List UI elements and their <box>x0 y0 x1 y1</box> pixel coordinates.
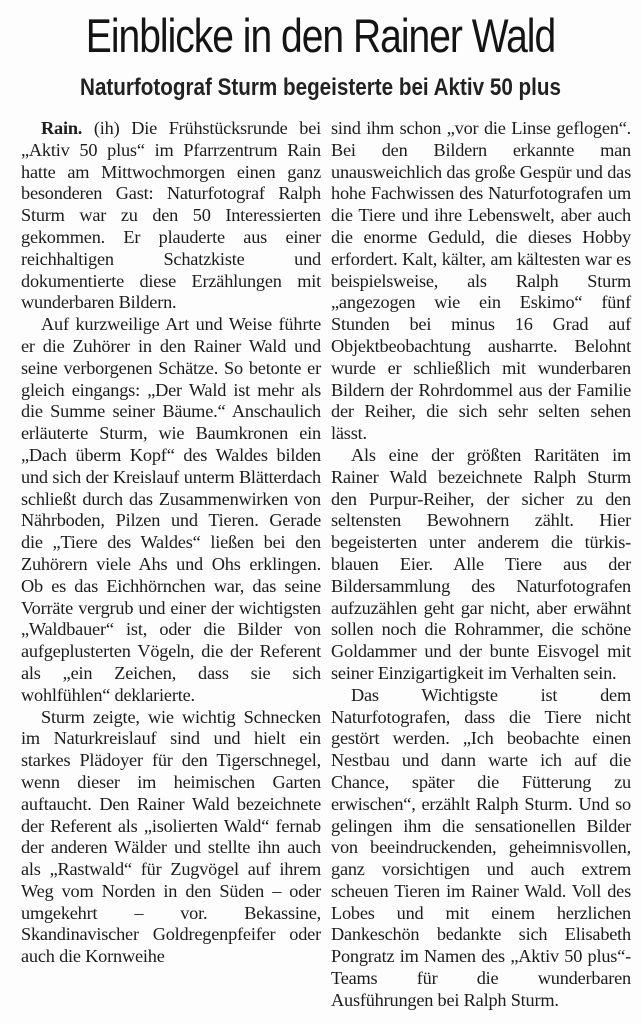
paragraph-4: Als eine der größten Raritäten im Rainer Wald bezeichnete Ralph Sturm den Purpur-Reiher, der sicher zu den seltensten Bewohnern zählt. Hier begeisterten unter anderem die türkis-blauen Eier. Alle Tiere aus der Bildersammlung des Naturfotografen aufzuzählen geht gar nicht, aber erwähnt sollen noch die Rohrammer, die schöne Goldammer und der bunte Eisvogel mit seiner Einzigartigkeit im Verhalten sein. <box>331 444 631 683</box>
dateline: Rain. <box>41 118 83 138</box>
paragraph-3-part-1: Sturm zeigte, wie wichtig Schnecken im Naturkreislauf sind und hielt ein starkes Plädoyer für den Tigerschnegel, wenn dieser im heimischen Garten auftaucht. Den Rainer Wald bezeichnete der Referent als „isolierten Wald“ fernab der anderen Wälder und stellte ihn auch als „Rastwald“ für Zugvögel auf ihrem Weg vom Norden in den Süden – oder umgekehrt – vor. Bekassine, Skandinavischer Goldregenpfeifer oder auch die Kornweihe <box>21 706 321 967</box>
paragraph-3-part-2: sind ihm schon „vor die Linse geflogen“. Bei den Bildern erkannte man unausweichlich das große Gespür und das hohe Fachwissen des Naturfotografen um die Tiere und ihre Lebenswelt, aber auch die enorme Geduld, die dieses Hobby erfordert. Kalt, kälter, am kältesten war es beispielsweise, als Ralph Sturm „angezogen wie ein Eskimo“ fünf Stunden bei minus 16 Grad auf Objektbeobachtung ausharrte. Belohnt wurde er schließlich mit wunderbaren Bildern der Rohrdommel aus der Familie der Reiher, die sich sehr selten sehen lässt. <box>331 118 631 444</box>
paragraph-1-text: (ih) Die Frühstücksrunde bei „Aktiv 50 plus“ im Pfarrzentrum Rain hatte am Mittwochmorgen einen ganz besonderen Gast: Naturfotograf Ralph Sturm war zu den 50 Interessierten gekommen. Er plauderte aus einer reichhaltigen Schatzkiste und dokumentierte diese Erzählungen mit wunderbaren Bildern. <box>21 118 321 313</box>
column-right <box>331 118 631 1018</box>
paragraph-2: Auf kurzweilige Art und Weise führte er die Zuhörer in den Rainer Wald und seine verborgenen Schätze. So betonte er gleich eingangs: „Der Wald ist mehr als die Summe seiner Bäume.“ Anschaulich erläuterte Sturm, wie Baumkronen ein „Dach überm Kopf“ des Waldes bilden und sich der Kreislauf unterm Blätterdach schließt durch das Zusammenwirken von Nährboden, Pilzen und Tieren. Gerade die „Tiere des Waldes“ ließen bei den Zuhörern viele Ahs und Ohs erklingen. Ob es das Eichhörnchen war, das seine Vorräte vergrub und einer der wichtigsten „Waldbauer“ ist, oder die Bilder von aufgeplusterten Vögeln, die der Referent als „ein Zeichen, dass sie sich wohlfühlen“ deklarierte. <box>21 314 321 705</box>
paragraph-5: Das Wichtigste ist dem Naturfotografen, dass die Tiere nicht gestört werden. „Ich beobachte einen Nestbau und dann warte ich auf die Chance, später die Fütterung zu erwischen“, erzählt Ralph Sturm. Und so gelingen ihm die sensationellen Bilder von beeindruckenden, geheimnisvollen, ganz vorsichtigen und auch extrem scheuen Tieren im Rainer Wald. Voll des Lobes und mit einem herzlichen Dankeschön bedankte sich Elisabeth Pongratz im Namen des „Aktiv 50 plus“-Teams für die wunderbaren Ausführungen bei Ralph Sturm. <box>331 684 631 1010</box>
subheadline: Naturfotograf Sturm begeisterte bei Aktiv 50 plus <box>80 74 561 101</box>
column-left <box>21 118 321 1018</box>
paragraph-1 <box>21 118 321 314</box>
headline: Einblicke in den Rainer Wald <box>85 9 556 62</box>
